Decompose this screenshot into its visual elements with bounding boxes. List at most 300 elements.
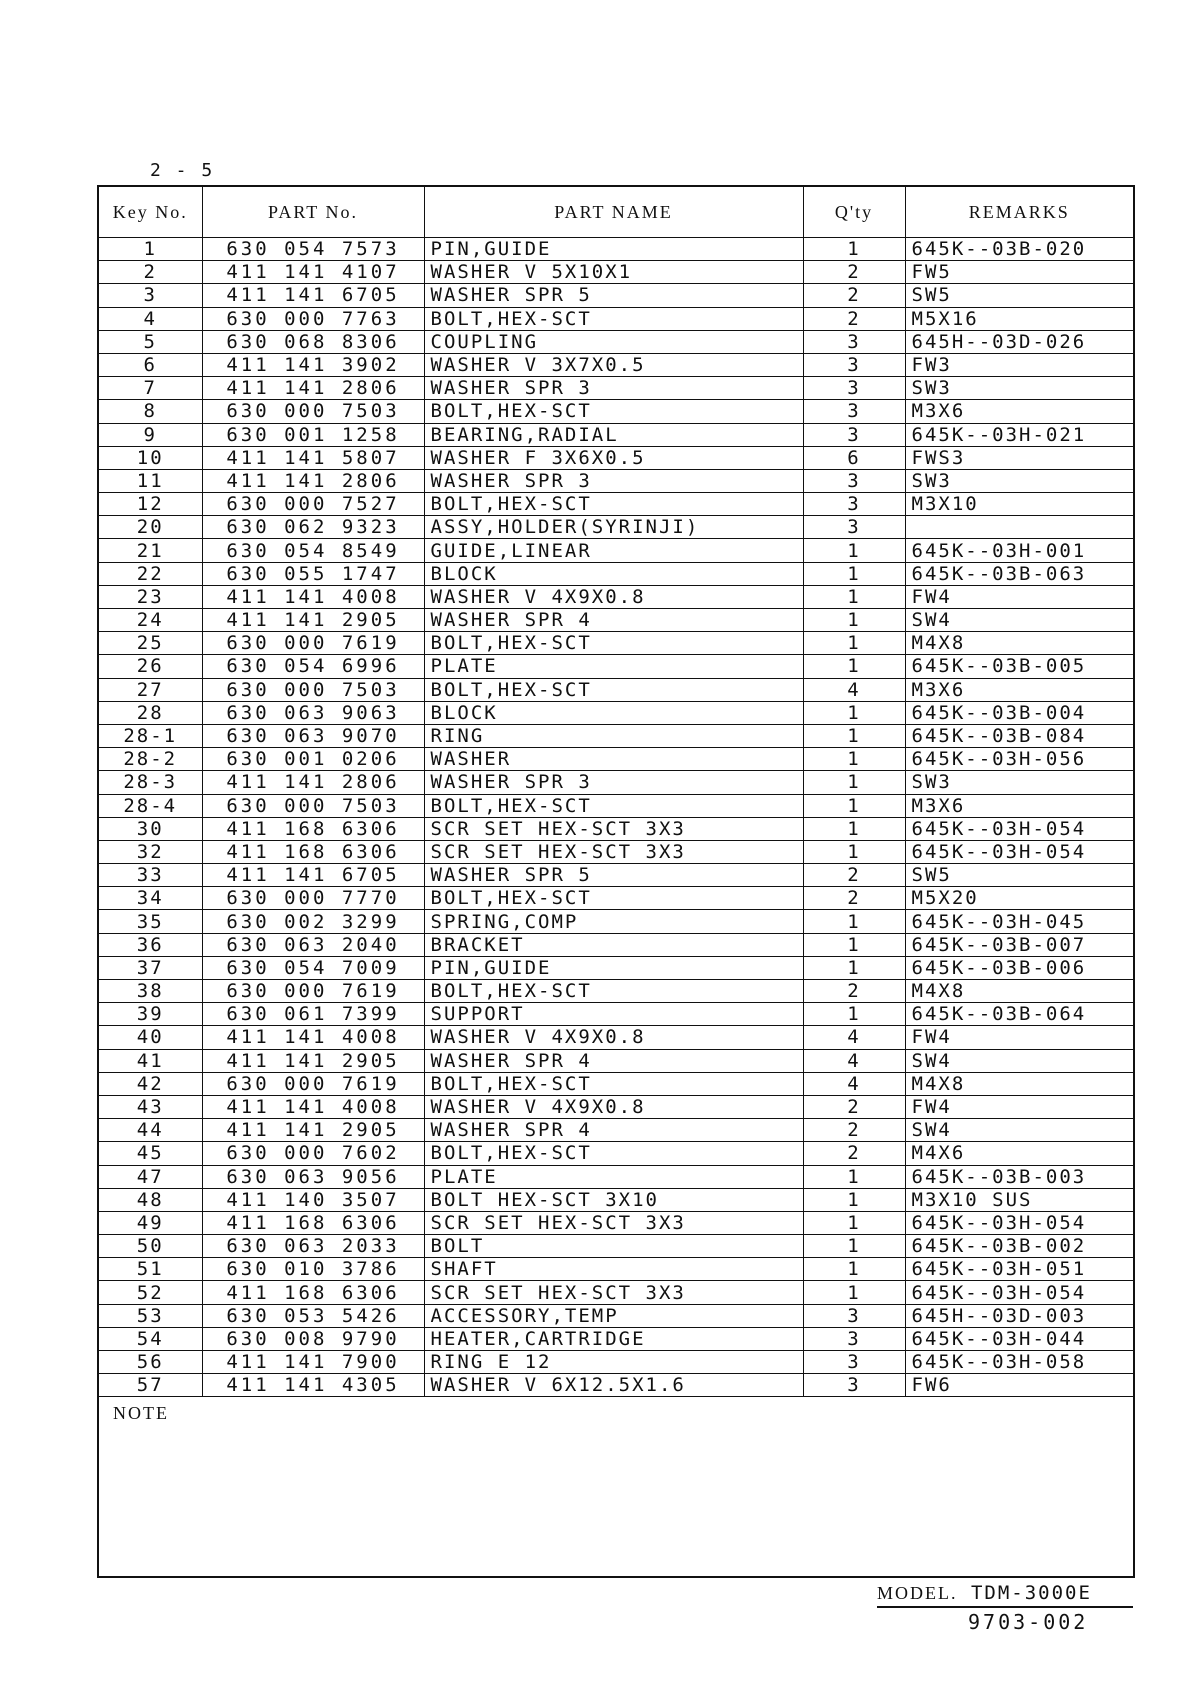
cell-remarks: 645K--03H-021 — [905, 423, 1133, 446]
table-row — [99, 794, 1133, 817]
table-row — [99, 771, 1133, 794]
cell-part-name: BOLT,HEX-SCT — [424, 400, 803, 423]
cell-remarks: FW3 — [905, 353, 1133, 376]
cell-key-no: 28-3 — [99, 771, 202, 794]
cell-part-name: BLOCK — [424, 701, 803, 724]
cell-remarks: 645H--03D-003 — [905, 1304, 1133, 1327]
table-row — [99, 446, 1133, 469]
cell-remarks: M5X16 — [905, 307, 1133, 330]
cell-part-no: 630 001 1258 — [202, 423, 424, 446]
cell-part-name: BOLT,HEX-SCT — [424, 1142, 803, 1165]
cell-part-name: WASHER SPR 5 — [424, 284, 803, 307]
table-row — [99, 701, 1133, 724]
cell-qty: 2 — [803, 1095, 905, 1118]
cell-remarks: FWS3 — [905, 446, 1133, 469]
cell-key-no: 39 — [99, 1003, 202, 1026]
cell-key-no: 24 — [99, 609, 202, 632]
cell-part-no: 630 008 9790 — [202, 1327, 424, 1350]
cell-key-no: 42 — [99, 1072, 202, 1095]
cell-part-no: 411 141 2905 — [202, 1049, 424, 1072]
cell-key-no: 2 — [99, 261, 202, 284]
table-row — [99, 864, 1133, 887]
cell-part-name: SUPPORT — [424, 1003, 803, 1026]
cell-remarks: M4X8 — [905, 1072, 1133, 1095]
table-row — [99, 1211, 1133, 1234]
cell-qty: 1 — [803, 1003, 905, 1026]
table-row — [99, 1351, 1133, 1374]
cell-remarks: FW4 — [905, 1026, 1133, 1049]
cell-key-no: 11 — [99, 469, 202, 492]
cell-remarks: 645K--03B-063 — [905, 562, 1133, 585]
table-row — [99, 655, 1133, 678]
cell-part-name: HEATER,CARTRIDGE — [424, 1327, 803, 1350]
cell-key-no: 44 — [99, 1119, 202, 1142]
cell-part-name: SCR SET HEX-SCT 3X3 — [424, 1211, 803, 1234]
table-row — [99, 377, 1133, 400]
cell-part-no: 411 141 5807 — [202, 446, 424, 469]
cell-part-no: 411 168 6306 — [202, 1211, 424, 1234]
cell-part-name: PLATE — [424, 655, 803, 678]
cell-qty: 3 — [803, 400, 905, 423]
cell-part-name: ASSY,HOLDER(SYRINJI) — [424, 516, 803, 539]
table-row — [99, 1142, 1133, 1165]
table-row — [99, 817, 1133, 840]
cell-remarks: 645K--03H-054 — [905, 840, 1133, 863]
cell-part-name: WASHER V 5X10X1 — [424, 261, 803, 284]
table-row — [99, 1119, 1133, 1142]
cell-qty: 2 — [803, 864, 905, 887]
cell-qty: 1 — [803, 933, 905, 956]
cell-part-no: 411 141 4008 — [202, 585, 424, 608]
cell-part-name: ACCESSORY,TEMP — [424, 1304, 803, 1327]
cell-part-no: 630 000 7619 — [202, 632, 424, 655]
cell-remarks: SW4 — [905, 1049, 1133, 1072]
cell-remarks: 645K--03H-054 — [905, 1281, 1133, 1304]
cell-qty: 2 — [803, 1119, 905, 1142]
cell-remarks: M4X6 — [905, 1142, 1133, 1165]
cell-key-no: 33 — [99, 864, 202, 887]
cell-key-no: 51 — [99, 1258, 202, 1281]
table-row — [99, 1026, 1133, 1049]
cell-key-no: 40 — [99, 1026, 202, 1049]
cell-part-no: 630 000 7619 — [202, 980, 424, 1003]
cell-part-name: WASHER F 3X6X0.5 — [424, 446, 803, 469]
cell-remarks: SW5 — [905, 864, 1133, 887]
cell-remarks: SW3 — [905, 771, 1133, 794]
table-row — [99, 678, 1133, 701]
cell-key-no: 49 — [99, 1211, 202, 1234]
cell-key-no: 28-1 — [99, 724, 202, 747]
cell-qty: 1 — [803, 771, 905, 794]
model-label: MODEL. — [877, 1583, 958, 1603]
cell-qty: 3 — [803, 423, 905, 446]
cell-qty: 4 — [803, 678, 905, 701]
cell-remarks: 645K--03B-004 — [905, 701, 1133, 724]
cell-remarks: 645K--03H-044 — [905, 1327, 1133, 1350]
cell-part-no: 630 053 5426 — [202, 1304, 424, 1327]
cell-part-no: 411 141 4107 — [202, 261, 424, 284]
cell-part-no: 630 063 9070 — [202, 724, 424, 747]
cell-part-no: 411 141 2806 — [202, 771, 424, 794]
cell-part-name: BOLT,HEX-SCT — [424, 678, 803, 701]
cell-part-name: WASHER SPR 4 — [424, 1119, 803, 1142]
cell-part-no: 411 141 2905 — [202, 609, 424, 632]
cell-qty: 1 — [803, 585, 905, 608]
table-row — [99, 609, 1133, 632]
cell-remarks: 645K--03B-002 — [905, 1235, 1133, 1258]
cell-remarks: 645K--03B-003 — [905, 1165, 1133, 1188]
cell-remarks: 645K--03B-007 — [905, 933, 1133, 956]
cell-remarks: FW5 — [905, 261, 1133, 284]
cell-key-no: 53 — [99, 1304, 202, 1327]
cell-part-no: 630 055 1747 — [202, 562, 424, 585]
cell-part-no: 411 141 2905 — [202, 1119, 424, 1142]
table-row — [99, 1003, 1133, 1026]
header-part-no: PART No. — [202, 187, 424, 238]
cell-part-name: SPRING,COMP — [424, 910, 803, 933]
cell-qty: 1 — [803, 840, 905, 863]
cell-part-name: RING E 12 — [424, 1351, 803, 1374]
cell-qty: 3 — [803, 1374, 905, 1397]
cell-key-no: 43 — [99, 1095, 202, 1118]
cell-key-no: 4 — [99, 307, 202, 330]
cell-key-no: 9 — [99, 423, 202, 446]
table-row — [99, 1165, 1133, 1188]
table-row — [99, 1049, 1133, 1072]
cell-remarks: 645K--03H-056 — [905, 748, 1133, 771]
cell-key-no: 50 — [99, 1235, 202, 1258]
model-block — [877, 1582, 1133, 1608]
cell-key-no: 32 — [99, 840, 202, 863]
cell-qty: 3 — [803, 1351, 905, 1374]
cell-remarks: SW3 — [905, 377, 1133, 400]
cell-part-no: 411 141 7900 — [202, 1351, 424, 1374]
cell-part-no: 630 000 7527 — [202, 493, 424, 516]
cell-remarks: M3X6 — [905, 400, 1133, 423]
cell-part-no: 411 168 6306 — [202, 840, 424, 863]
table-row — [99, 238, 1133, 261]
table-row — [99, 353, 1133, 376]
cell-key-no: 54 — [99, 1327, 202, 1350]
cell-part-name: WASHER — [424, 748, 803, 771]
table-row — [99, 400, 1133, 423]
cell-key-no: 10 — [99, 446, 202, 469]
cell-part-name: WASHER V 6X12.5X1.6 — [424, 1374, 803, 1397]
cell-remarks: 645K--03H-054 — [905, 817, 1133, 840]
table-row — [99, 261, 1133, 284]
note-label: NOTE — [113, 1403, 169, 1424]
cell-remarks: SW5 — [905, 284, 1133, 307]
table-row — [99, 632, 1133, 655]
table-row — [99, 469, 1133, 492]
cell-remarks — [905, 516, 1133, 539]
cell-remarks: M3X6 — [905, 794, 1133, 817]
document-number: 9703-002 — [968, 1610, 1089, 1634]
cell-part-no: 411 141 2806 — [202, 377, 424, 400]
cell-key-no: 12 — [99, 493, 202, 516]
cell-qty: 1 — [803, 701, 905, 724]
table-row — [99, 980, 1133, 1003]
parts-table — [99, 187, 1133, 1397]
cell-part-no: 411 141 4008 — [202, 1026, 424, 1049]
cell-remarks: 645K--03H-058 — [905, 1351, 1133, 1374]
cell-qty: 3 — [803, 469, 905, 492]
cell-part-name: PLATE — [424, 1165, 803, 1188]
cell-part-name: BOLT,HEX-SCT — [424, 794, 803, 817]
table-row — [99, 887, 1133, 910]
cell-part-no: 630 000 7602 — [202, 1142, 424, 1165]
cell-key-no: 23 — [99, 585, 202, 608]
table-row — [99, 724, 1133, 747]
table-row — [99, 284, 1133, 307]
cell-part-no: 630 061 7399 — [202, 1003, 424, 1026]
table-row — [99, 1258, 1133, 1281]
cell-key-no: 25 — [99, 632, 202, 655]
cell-part-no: 411 168 6306 — [202, 817, 424, 840]
cell-key-no: 57 — [99, 1374, 202, 1397]
cell-key-no: 22 — [99, 562, 202, 585]
cell-remarks: 645K--03B-005 — [905, 655, 1133, 678]
table-row — [99, 1281, 1133, 1304]
table-row — [99, 956, 1133, 979]
table-row — [99, 1235, 1133, 1258]
cell-qty: 3 — [803, 516, 905, 539]
table-row — [99, 933, 1133, 956]
cell-remarks: 645K--03H-051 — [905, 1258, 1133, 1281]
cell-key-no: 21 — [99, 539, 202, 562]
cell-qty: 6 — [803, 446, 905, 469]
cell-remarks: SW4 — [905, 1119, 1133, 1142]
cell-key-no: 30 — [99, 817, 202, 840]
header-key-no: Key No. — [99, 187, 202, 238]
cell-part-name: BOLT,HEX-SCT — [424, 1072, 803, 1095]
table-row — [99, 585, 1133, 608]
cell-part-no: 411 141 6705 — [202, 864, 424, 887]
table-row — [99, 910, 1133, 933]
cell-part-name: BOLT,HEX-SCT — [424, 887, 803, 910]
cell-part-name: BLOCK — [424, 562, 803, 585]
cell-key-no: 3 — [99, 284, 202, 307]
cell-part-name: WASHER SPR 4 — [424, 609, 803, 632]
header-qty: Q'ty — [803, 187, 905, 238]
cell-qty: 4 — [803, 1026, 905, 1049]
cell-key-no: 38 — [99, 980, 202, 1003]
cell-key-no: 45 — [99, 1142, 202, 1165]
cell-part-no: 630 063 2040 — [202, 933, 424, 956]
cell-part-name: SCR SET HEX-SCT 3X3 — [424, 1281, 803, 1304]
cell-part-no: 630 054 6996 — [202, 655, 424, 678]
table-row — [99, 748, 1133, 771]
cell-key-no: 28-2 — [99, 748, 202, 771]
table-row — [99, 1304, 1133, 1327]
cell-part-name: PIN,GUIDE — [424, 238, 803, 261]
cell-remarks: 645K--03B-084 — [905, 724, 1133, 747]
cell-remarks: 645K--03B-064 — [905, 1003, 1133, 1026]
cell-remarks: M5X20 — [905, 887, 1133, 910]
cell-qty: 1 — [803, 1281, 905, 1304]
cell-part-name: GUIDE,LINEAR — [424, 539, 803, 562]
cell-part-name: BRACKET — [424, 933, 803, 956]
cell-key-no: 37 — [99, 956, 202, 979]
cell-part-name: RING — [424, 724, 803, 747]
cell-qty: 2 — [803, 307, 905, 330]
cell-qty: 1 — [803, 1211, 905, 1234]
cell-remarks: FW6 — [905, 1374, 1133, 1397]
cell-remarks: 645K--03H-045 — [905, 910, 1133, 933]
cell-part-no: 411 141 3902 — [202, 353, 424, 376]
cell-qty: 1 — [803, 562, 905, 585]
cell-remarks: M4X8 — [905, 632, 1133, 655]
cell-qty: 3 — [803, 493, 905, 516]
cell-part-name: SHAFT — [424, 1258, 803, 1281]
cell-part-name: PIN,GUIDE — [424, 956, 803, 979]
cell-part-name: BOLT,HEX-SCT — [424, 980, 803, 1003]
cell-part-no: 630 000 7503 — [202, 678, 424, 701]
cell-part-no: 630 054 7009 — [202, 956, 424, 979]
cell-remarks: FW4 — [905, 1095, 1133, 1118]
cell-qty: 3 — [803, 330, 905, 353]
cell-key-no: 1 — [99, 238, 202, 261]
cell-remarks: 645H--03D-026 — [905, 330, 1133, 353]
cell-qty: 1 — [803, 910, 905, 933]
table-row — [99, 840, 1133, 863]
cell-part-name: SCR SET HEX-SCT 3X3 — [424, 817, 803, 840]
cell-qty: 1 — [803, 609, 905, 632]
cell-remarks: 645K--03B-020 — [905, 238, 1133, 261]
cell-qty: 1 — [803, 1258, 905, 1281]
cell-remarks: 645K--03H-001 — [905, 539, 1133, 562]
cell-remarks: M4X8 — [905, 980, 1133, 1003]
cell-remarks: SW4 — [905, 609, 1133, 632]
cell-qty: 2 — [803, 261, 905, 284]
cell-part-no: 630 000 7763 — [202, 307, 424, 330]
cell-part-name: BOLT,HEX-SCT — [424, 307, 803, 330]
cell-remarks: M3X10 — [905, 493, 1133, 516]
cell-qty: 4 — [803, 1072, 905, 1095]
cell-part-no: 411 168 6306 — [202, 1281, 424, 1304]
cell-part-name: BEARING,RADIAL — [424, 423, 803, 446]
cell-key-no: 52 — [99, 1281, 202, 1304]
model-name: TDM-3000E — [970, 1582, 1092, 1604]
cell-qty: 3 — [803, 1304, 905, 1327]
cell-qty: 1 — [803, 539, 905, 562]
cell-part-no: 630 001 0206 — [202, 748, 424, 771]
cell-qty: 2 — [803, 887, 905, 910]
cell-key-no: 28 — [99, 701, 202, 724]
header-part-name: PART NAME — [424, 187, 803, 238]
cell-qty: 1 — [803, 238, 905, 261]
cell-part-name: BOLT,HEX-SCT — [424, 632, 803, 655]
cell-part-no: 411 141 4008 — [202, 1095, 424, 1118]
table-row — [99, 1095, 1133, 1118]
cell-qty: 2 — [803, 980, 905, 1003]
cell-part-name: COUPLING — [424, 330, 803, 353]
cell-qty: 1 — [803, 655, 905, 678]
cell-qty: 3 — [803, 377, 905, 400]
cell-remarks: SW3 — [905, 469, 1133, 492]
cell-part-name: WASHER V 4X9X0.8 — [424, 585, 803, 608]
cell-key-no: 27 — [99, 678, 202, 701]
table-header-row — [99, 187, 1133, 238]
cell-key-no: 36 — [99, 933, 202, 956]
cell-part-no: 630 054 7573 — [202, 238, 424, 261]
cell-part-name: WASHER SPR 3 — [424, 771, 803, 794]
cell-part-no: 630 000 7503 — [202, 794, 424, 817]
cell-remarks: FW4 — [905, 585, 1133, 608]
table-row — [99, 330, 1133, 353]
cell-part-name: BOLT,HEX-SCT — [424, 493, 803, 516]
cell-key-no: 56 — [99, 1351, 202, 1374]
cell-key-no: 6 — [99, 353, 202, 376]
cell-qty: 1 — [803, 632, 905, 655]
cell-part-no: 411 141 4305 — [202, 1374, 424, 1397]
cell-key-no: 48 — [99, 1188, 202, 1211]
cell-part-no: 630 054 8549 — [202, 539, 424, 562]
cell-remarks: 645K--03H-054 — [905, 1211, 1133, 1234]
header-remarks: REMARKS — [905, 187, 1133, 238]
cell-key-no: 28-4 — [99, 794, 202, 817]
table-row — [99, 1072, 1133, 1095]
cell-part-no: 630 068 8306 — [202, 330, 424, 353]
cell-part-name: BOLT HEX-SCT 3X10 — [424, 1188, 803, 1211]
cell-qty: 2 — [803, 1142, 905, 1165]
cell-part-no: 630 063 9056 — [202, 1165, 424, 1188]
cell-qty: 4 — [803, 1049, 905, 1072]
cell-part-no: 630 010 3786 — [202, 1258, 424, 1281]
cell-key-no: 34 — [99, 887, 202, 910]
table-row — [99, 516, 1133, 539]
cell-qty: 1 — [803, 724, 905, 747]
cell-key-no: 47 — [99, 1165, 202, 1188]
cell-qty: 1 — [803, 1188, 905, 1211]
cell-remarks: M3X10 SUS — [905, 1188, 1133, 1211]
cell-qty: 1 — [803, 1165, 905, 1188]
table-row — [99, 1327, 1133, 1350]
cell-part-name: BOLT — [424, 1235, 803, 1258]
cell-key-no: 35 — [99, 910, 202, 933]
cell-qty: 3 — [803, 353, 905, 376]
cell-qty: 1 — [803, 1235, 905, 1258]
cell-remarks: M3X6 — [905, 678, 1133, 701]
cell-key-no: 20 — [99, 516, 202, 539]
cell-part-name: WASHER V 3X7X0.5 — [424, 353, 803, 376]
table-row — [99, 539, 1133, 562]
cell-qty: 3 — [803, 1327, 905, 1350]
table-row — [99, 307, 1133, 330]
cell-part-name: WASHER V 4X9X0.8 — [424, 1095, 803, 1118]
parts-list-sheet — [97, 185, 1135, 1578]
cell-part-no: 630 062 9323 — [202, 516, 424, 539]
table-row — [99, 1188, 1133, 1211]
cell-part-no: 411 140 3507 — [202, 1188, 424, 1211]
table-row — [99, 493, 1133, 516]
cell-qty: 1 — [803, 748, 905, 771]
cell-key-no: 7 — [99, 377, 202, 400]
cell-part-no: 630 063 9063 — [202, 701, 424, 724]
cell-qty: 1 — [803, 794, 905, 817]
cell-key-no: 8 — [99, 400, 202, 423]
cell-key-no: 5 — [99, 330, 202, 353]
cell-qty: 1 — [803, 956, 905, 979]
cell-part-name: WASHER SPR 5 — [424, 864, 803, 887]
cell-part-name: WASHER SPR 3 — [424, 469, 803, 492]
cell-part-no: 630 002 3299 — [202, 910, 424, 933]
cell-part-name: WASHER V 4X9X0.8 — [424, 1026, 803, 1049]
cell-part-no: 630 000 7503 — [202, 400, 424, 423]
cell-qty: 1 — [803, 817, 905, 840]
cell-remarks: 645K--03B-006 — [905, 956, 1133, 979]
cell-key-no: 26 — [99, 655, 202, 678]
